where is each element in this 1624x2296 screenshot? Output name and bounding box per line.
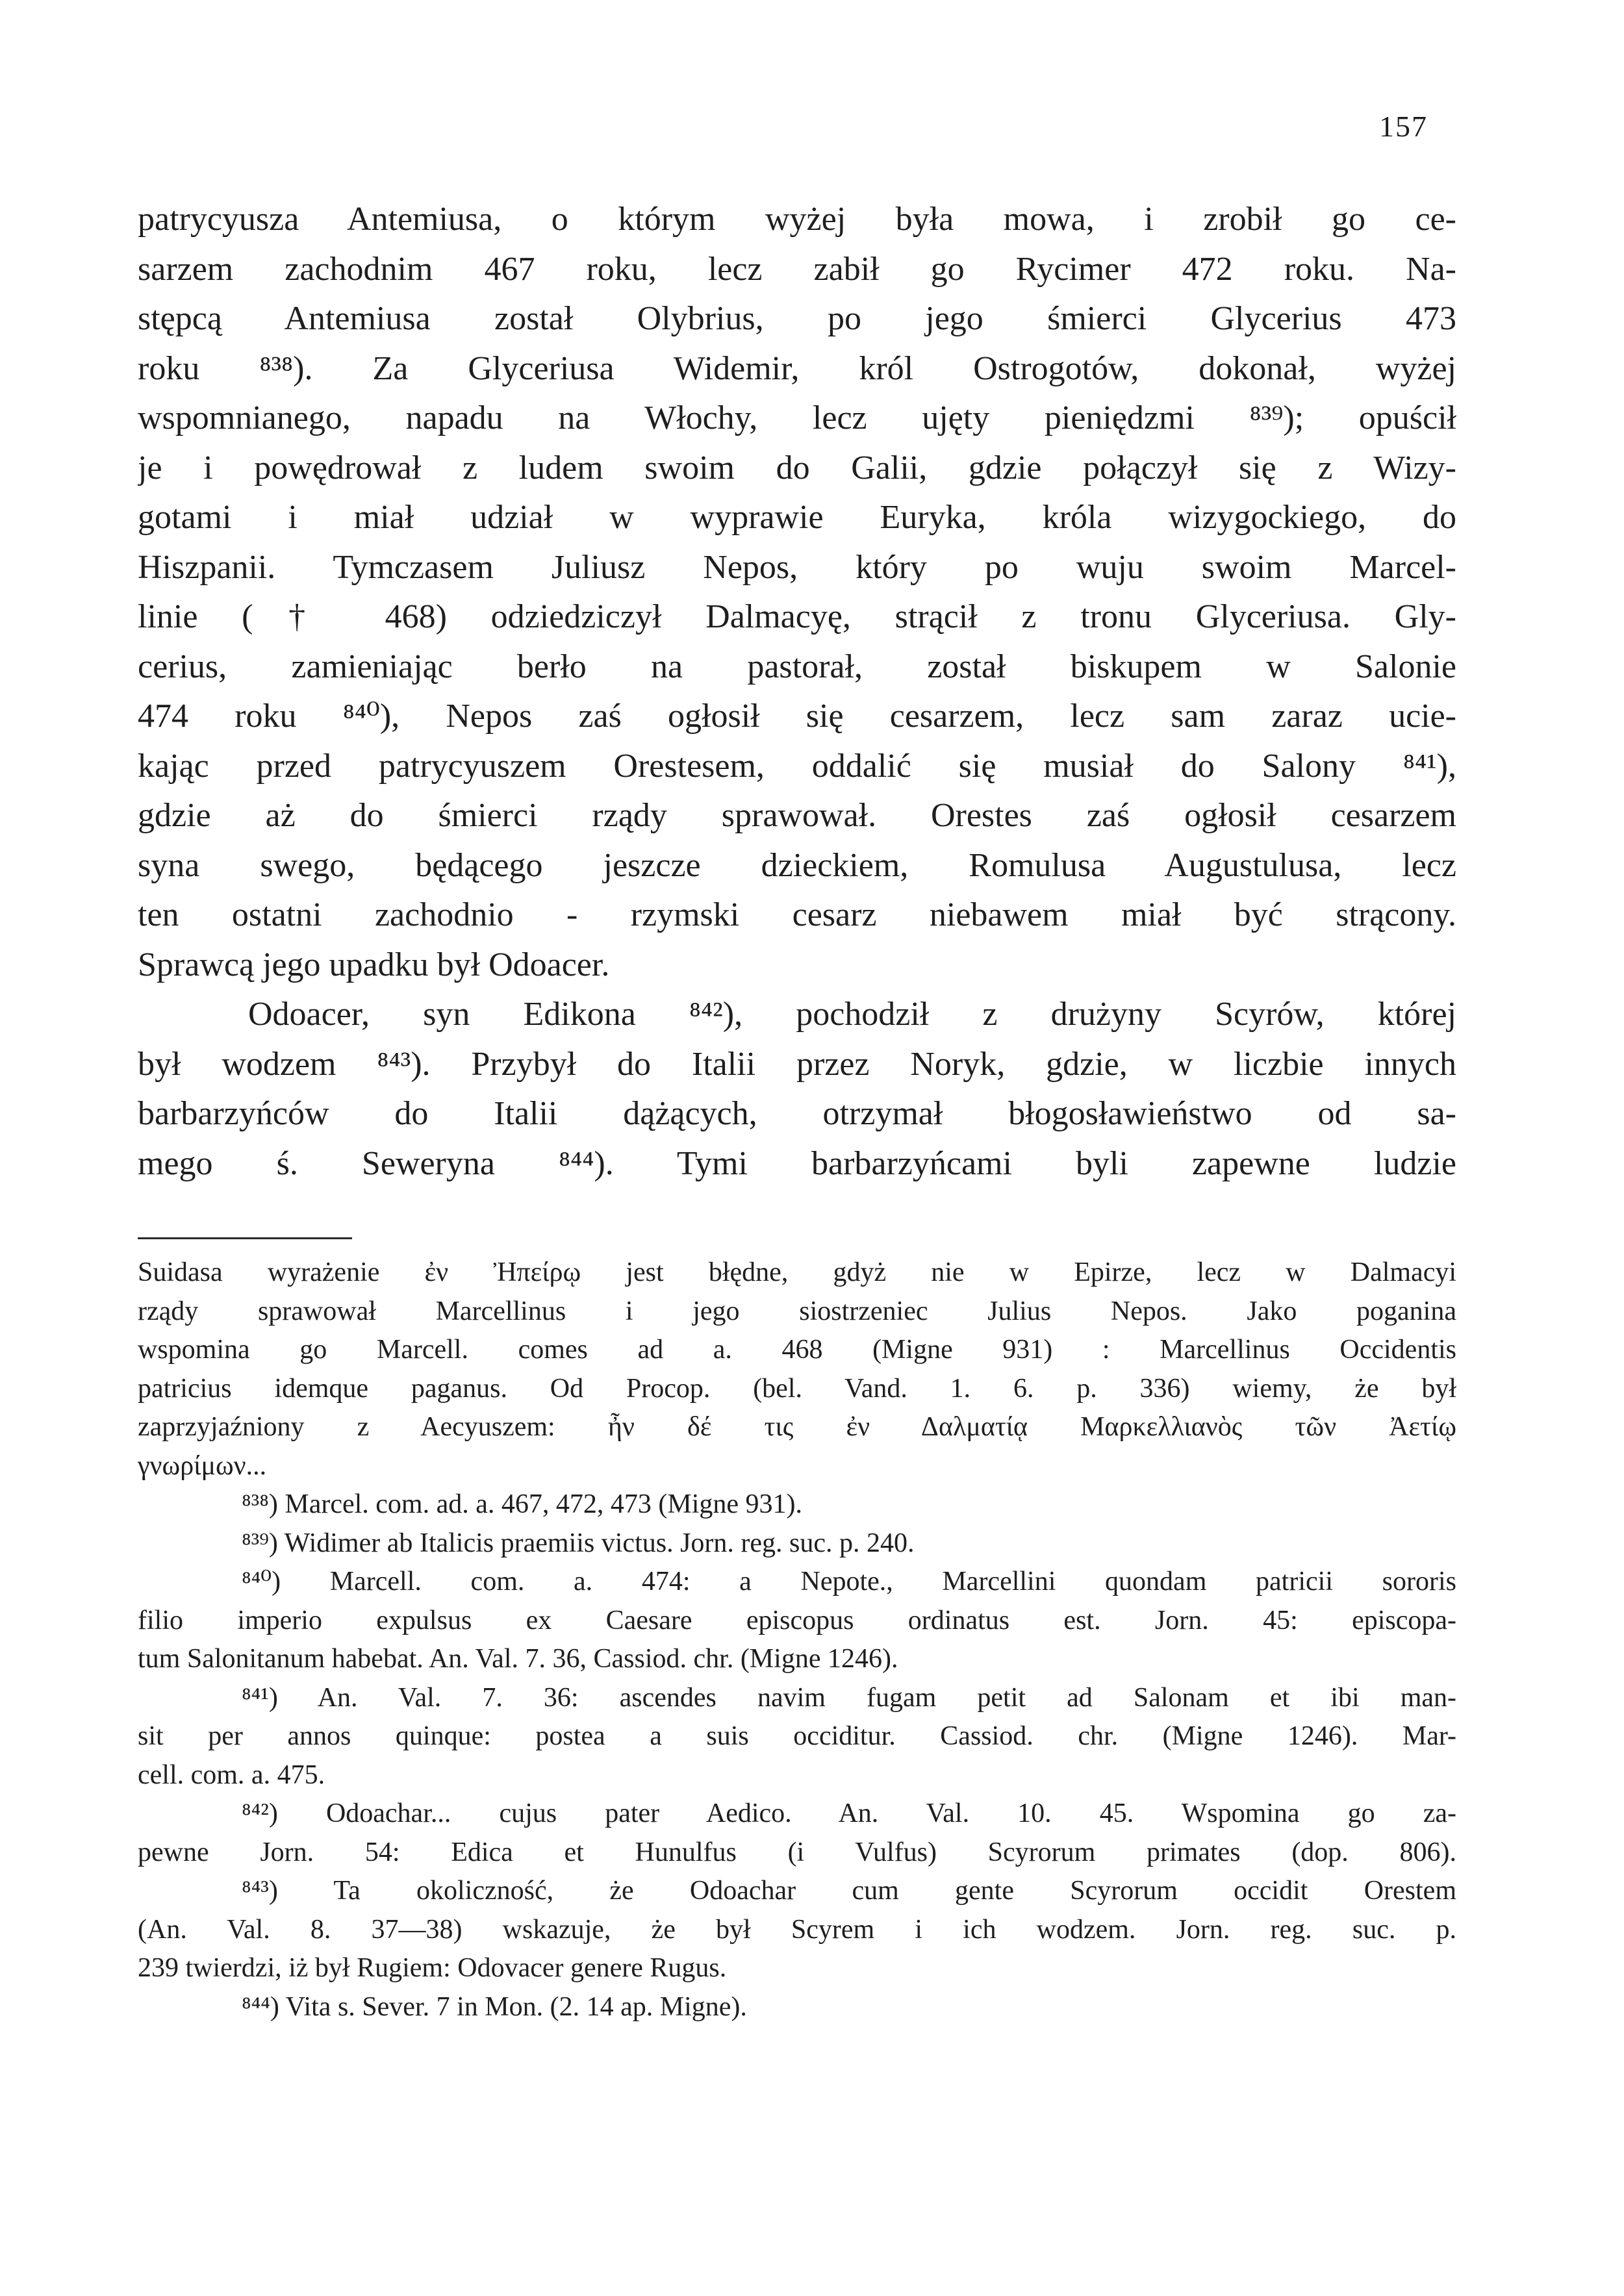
text-line: cerius, zamieniając berło na pastorał, został biskupem w Salonie bbox=[138, 648, 1456, 685]
footnote-line: pewne Jorn. 54: Edica et Hunulfus (i Vulfus) Scyrorum primates (dop. 806). bbox=[138, 1837, 1456, 1867]
footnote-line: ⁸⁴⁴) Vita s. Sever. 7 in Mon. (2. 14 ap. Migne). bbox=[242, 1991, 747, 2022]
footnote-line: ⁸⁴³) Ta okoliczność, że Odoachar cum gente Scyrorum occidit Orestem bbox=[242, 1876, 1456, 1906]
text-line: mego ś. Seweryna ⁸⁴⁴). Tymi barbarzyńcami byli zapewne ludzie bbox=[138, 1144, 1456, 1182]
text-line: patrycyusza Antemiusa, o którym wyżej była mowa, i zrobił go ce- bbox=[138, 201, 1456, 238]
text-line: Odoacer, syn Edikona ⁸⁴²), pochodził z drużyny Scyrów, której bbox=[248, 996, 1456, 1033]
footnote-line: ⁸³⁸) Marcel. com. ad. a. 467, 472, 473 (Migne 931). bbox=[242, 1489, 803, 1519]
text-line: linie († 468) odziedziczył Dalmacyę, strącił z tronu Glyceriusa. Gly- bbox=[138, 598, 1456, 635]
footnotes bbox=[138, 1254, 1456, 2026]
footnote-line: filio imperio expulsus ex Caesare episcopus ordinatus est. Jorn. 45: episcopa- bbox=[138, 1605, 1456, 1635]
footnote-line: ⁸⁴²) Odoachar... cujus pater Aedico. An. Val. 10. 45. Wspomina go za- bbox=[242, 1798, 1456, 1828]
footnote-divider bbox=[138, 1237, 352, 1239]
text-line: ten ostatni zachodnio - rzymski cesarz niebawem miał być strącony. bbox=[138, 896, 1456, 933]
text-line: wspomnianego, napadu na Włochy, lecz ujęty pieniędzmi ⁸³⁹); opuścił bbox=[138, 399, 1456, 436]
footnote-line: Suidasa wyrażenie ἐν Ἠπείρῳ jest błędne, gdyż nie w Epirze, lecz w Dalmacyi bbox=[138, 1257, 1456, 1287]
text-line: gotami i miał udział w wyprawie Euryka, króla wizygockiego, do bbox=[138, 499, 1456, 536]
text-line: był wodzem ⁸⁴³). Przybył do Italii przez Noryk, gdzie, w liczbie innych bbox=[138, 1045, 1456, 1083]
footnote-line: ⁸⁴⁰) Marcell. com. a. 474: a Nepote., Marcellini quondam patricii sororis bbox=[242, 1567, 1456, 1596]
text-line: syna swego, będącego jeszcze dzieckiem, Romulusa Augustulusa, lecz bbox=[138, 846, 1456, 884]
footnote-line: ⁸⁴¹) An. Val. 7. 36: ascendes navim fugam petit ad Salonam et ibi man- bbox=[242, 1682, 1456, 1713]
footnote-line: 239 twierdzi, iż był Rugiem: Odovacer genere Rugus. bbox=[138, 1953, 727, 1983]
main-text bbox=[138, 195, 1456, 1189]
text-line: Sprawcą jego upadku był Odoacer. bbox=[138, 946, 610, 983]
text-line: roku ⁸³⁸). Za Glyceriusa Widemir, król Ostrogotów, dokonał, wyżej bbox=[138, 349, 1456, 387]
footnote-line: zaprzyjaźniony z Aecyuszem: ἦν δέ τις ἐν Δαλματίᾳ Μαρκελλιανὸς τῶν Ἀετίῳ bbox=[138, 1412, 1456, 1442]
text-line: kając przed patrycyuszem Orestesem, oddalić się musiał do Salony ⁸⁴¹), bbox=[138, 747, 1456, 785]
text-line: barbarzyńców do Italii dążących, otrzymał błogosławieństwo od sa- bbox=[138, 1095, 1456, 1132]
text-line: stępcą Antemiusa został Olybrius, po jego śmierci Glycerius 473 bbox=[138, 300, 1456, 337]
text-line: gdzie aż do śmierci rządy sprawował. Orestes zaś ogłosił cesarzem bbox=[138, 797, 1456, 834]
footnote-line: sit per annos quinque: postea a suis occiditur. Cassiod. chr. (Migne 1246). Mar- bbox=[138, 1721, 1456, 1751]
footnote-line: tum Salonitanum habebat. An. Val. 7. 36, Cassiod. chr. (Migne 1246). bbox=[138, 1644, 898, 1674]
footnote-line: cell. com. a. 475. bbox=[138, 1760, 325, 1790]
footnote-line: ⁸³⁹) Widimer ab Italicis praemiis victus. Jorn. reg. suc. p. 240. bbox=[242, 1528, 915, 1558]
footnote-line: patricius idemque paganus. Od Procop. (bel. Vand. 1. 6. p. 336) wiemy, że był bbox=[138, 1373, 1456, 1404]
footnote-line: wspomina go Marcell. comes ad a. 468 (Migne 931) : Marcellinus Occidentis bbox=[138, 1335, 1456, 1365]
footnote-line: rządy sprawował Marcellinus i jego siostrzeniec Julius Nepos. Jako poganina bbox=[138, 1296, 1456, 1326]
page-number: 157 bbox=[1379, 110, 1428, 143]
footnote-line: γνωρίμων... bbox=[138, 1450, 267, 1481]
text-line: Hiszpanii. Tymczasem Juliusz Nepos, który po wuju swoim Marcel- bbox=[138, 548, 1456, 586]
footnote-line: (An. Val. 8. 37—38) wskazuje, że był Scyrem i ich wodzem. Jorn. reg. suc. p. bbox=[138, 1914, 1456, 1945]
text-line: 474 roku ⁸⁴⁰), Nepos zaś ogłosił się cesarzem, lecz sam zaraz ucie- bbox=[138, 698, 1456, 735]
text-line: je i powędrował z ludem swoim do Galii, gdzie połączył się z Wizy- bbox=[138, 449, 1456, 486]
text-line: sarzem zachodnim 467 roku, lecz zabił go Rycimer 472 roku. Na- bbox=[138, 250, 1456, 288]
